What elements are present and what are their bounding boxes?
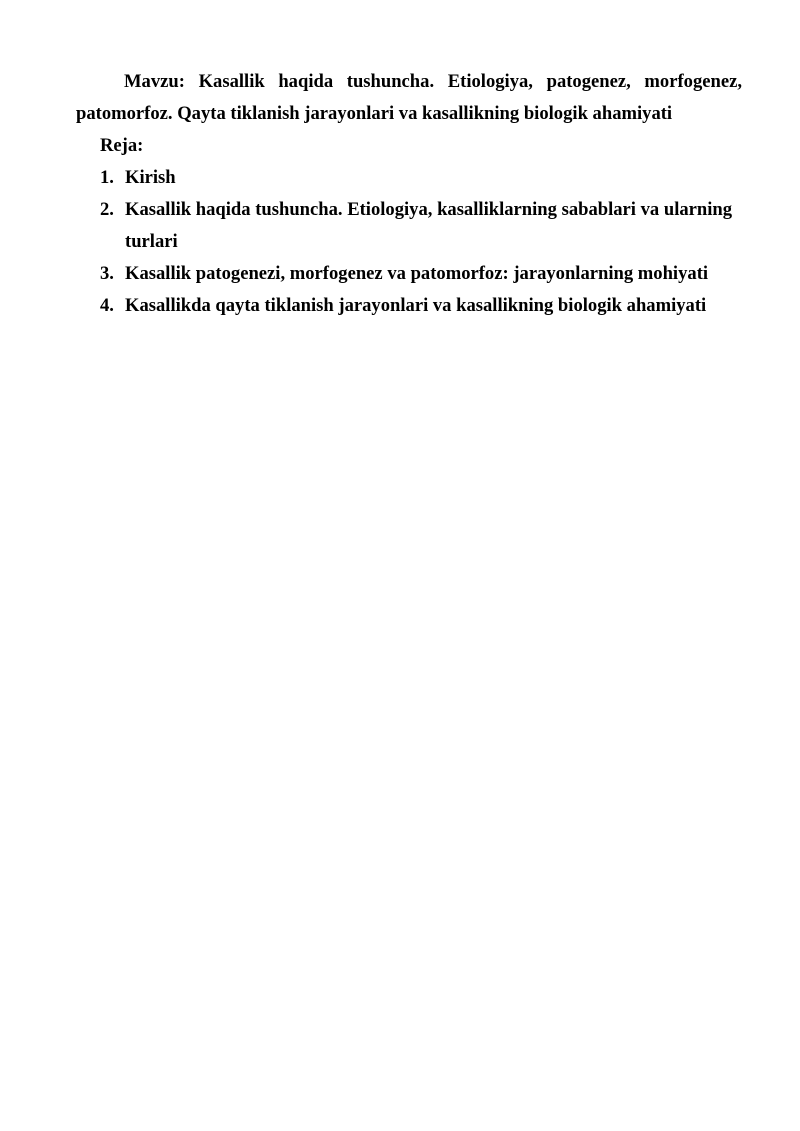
plan-item-1 (76, 162, 742, 194)
plan-item-3 (76, 258, 742, 290)
plan-item-number: 1. (100, 167, 114, 188)
plan-item-text: Kirish (125, 167, 176, 188)
plan-item-text: Kasallikda qayta tiklanish jarayonlari va kasallikning biologik ahamiyati (125, 295, 707, 316)
plan-item-number: 2. (100, 199, 114, 220)
plan-item-text: Kasallik haqida tushuncha. Etiologiya, kasalliklarning sabablari va ularning turlari (125, 199, 733, 252)
plan-heading: Reja: (100, 135, 144, 156)
plan-item-text: Kasallik patogenezi, morfogenez va patomorfoz: jarayonlarning mohiyati (125, 263, 709, 284)
plan-item-4 (76, 290, 742, 322)
plan-item-2 (76, 194, 742, 258)
topic-paragraph: Mavzu: Kasallik haqida tushuncha. Etiologiya, patogenez, morfogenez, patomorfoz. Qayta tiklanish jarayonlari va kasallikning biologik ahamiyati (76, 71, 742, 124)
document-body (76, 66, 742, 322)
plan-list (76, 162, 742, 322)
plan-item-number: 4. (100, 295, 114, 316)
plan-item-number: 3. (100, 263, 114, 284)
